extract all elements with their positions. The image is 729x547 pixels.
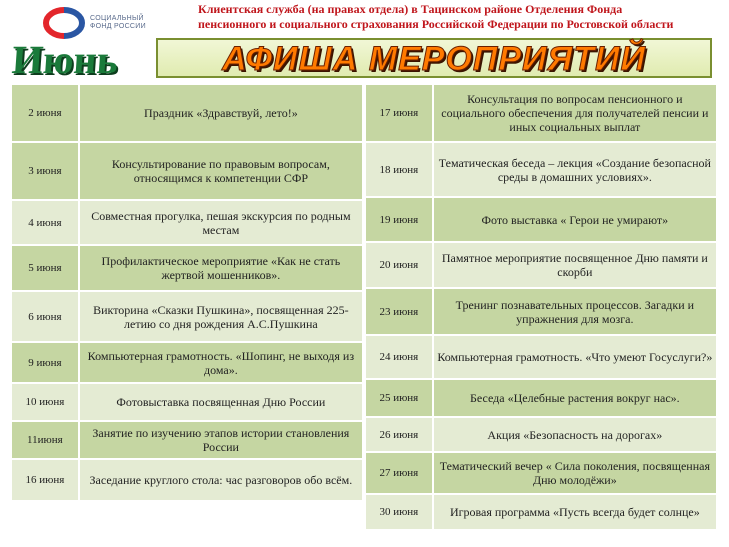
table-row: [365, 84, 717, 142]
event-date: 16 июня: [11, 459, 79, 501]
event-title: Компьютерная грамотность. «Шопинг, не выходя из дома».: [79, 342, 363, 383]
events-banner: [156, 38, 712, 78]
event-date: 27 июня: [365, 452, 433, 494]
event-date: 10 июня: [11, 383, 79, 421]
organization-header: [198, 2, 718, 32]
event-title: Консультация по вопросам пенсионного и социального обеспечения для получателей пенсии и иных социальных выплат: [433, 84, 717, 142]
event-title: Консультирование по правовым вопросам, относящимся к компетенции СФР: [79, 142, 363, 200]
logo-text-line2: ФОНД РОССИИ: [90, 23, 146, 30]
organization-header-line2: пенсионного и социального страхования Российской Федерации по Ростовской области: [198, 17, 674, 31]
event-title: Профилактическое мероприятие «Как не стать жертвой мошенников».: [79, 245, 363, 291]
event-title: Заседание круглого стола: час разговоров обо всём.: [79, 459, 363, 501]
event-title: Компьютерная грамотность. «Что умеют Госуслуги?»: [433, 335, 717, 379]
table-row: [11, 84, 363, 142]
organization-header-line1: Клиентская служба (на правах отдела) в Тацинском районе Отделения Фонда: [198, 2, 623, 16]
event-date: 24 июня: [365, 335, 433, 379]
event-title: Памятное мероприятие посвященное Дню памяти и скорби: [433, 242, 717, 288]
event-title: Совместная прогулка, пешая экскурсия по родным местам: [79, 200, 363, 245]
logo-text-line1: СОЦИАЛЬНЫЙ: [90, 15, 144, 22]
event-date: 5 июня: [11, 245, 79, 291]
table-row: [11, 291, 363, 342]
table-row: [11, 200, 363, 245]
event-date: 25 июня: [365, 379, 433, 417]
event-date: 19 июня: [365, 197, 433, 242]
event-title: Занятие по изучению этапов истории становления России: [79, 421, 363, 459]
event-date: 17 июня: [365, 84, 433, 142]
event-date: 30 июня: [365, 494, 433, 530]
event-date: 11июня: [11, 421, 79, 459]
table-row: [11, 142, 363, 200]
event-title: Беседа «Целебные растения вокруг нас».: [433, 379, 717, 417]
event-title: Игровая программа «Пусть всегда будет солнце»: [433, 494, 717, 530]
event-date: 2 июня: [11, 84, 79, 142]
event-title: Фотовыставка посвященная Дню России: [79, 383, 363, 421]
left-events-table: [10, 83, 364, 502]
banner-title: АФИША МЕРОПРИЯТИЙ: [222, 40, 646, 78]
table-row: [11, 383, 363, 421]
event-date: 4 июня: [11, 200, 79, 245]
event-date: 3 июня: [11, 142, 79, 200]
event-date: 9 июня: [11, 342, 79, 383]
month-title: Июнь: [10, 37, 120, 82]
event-title: Акция «Безопасность на дорогах»: [433, 417, 717, 452]
table-row: [365, 452, 717, 494]
event-title: Викторина «Сказки Пушкина», посвященная 225-летию со дня рождения А.С.Пушкина: [79, 291, 363, 342]
event-title: Тематический вечер « Сила поколения, посвященная Дню молодёжи»: [433, 452, 717, 494]
event-title: Тренинг познавательных процессов. Загадки и упражнения для мозга.: [433, 288, 717, 335]
right-events-table: [364, 83, 718, 531]
table-row: [365, 417, 717, 452]
table-row: [365, 379, 717, 417]
table-row: [365, 335, 717, 379]
event-title: Праздник «Здравствуй, лето!»: [79, 84, 363, 142]
event-date: 26 июня: [365, 417, 433, 452]
table-row: [365, 142, 717, 197]
event-date: 6 июня: [11, 291, 79, 342]
table-row: [11, 342, 363, 383]
event-date: 20 июня: [365, 242, 433, 288]
sfr-logo-icon: [42, 6, 86, 40]
table-row: [365, 494, 717, 530]
event-title: Фото выставка « Герои не умирают»: [433, 197, 717, 242]
table-row: [11, 459, 363, 501]
table-row: [365, 197, 717, 242]
table-row: [365, 288, 717, 335]
event-title: Тематическая беседа – лекция «Создание безопасной среды в домашних условиях».: [433, 142, 717, 197]
table-row: [11, 245, 363, 291]
table-row: [11, 421, 363, 459]
logo-text: [90, 15, 170, 31]
event-date: 23 июня: [365, 288, 433, 335]
table-row: [365, 242, 717, 288]
event-date: 18 июня: [365, 142, 433, 197]
